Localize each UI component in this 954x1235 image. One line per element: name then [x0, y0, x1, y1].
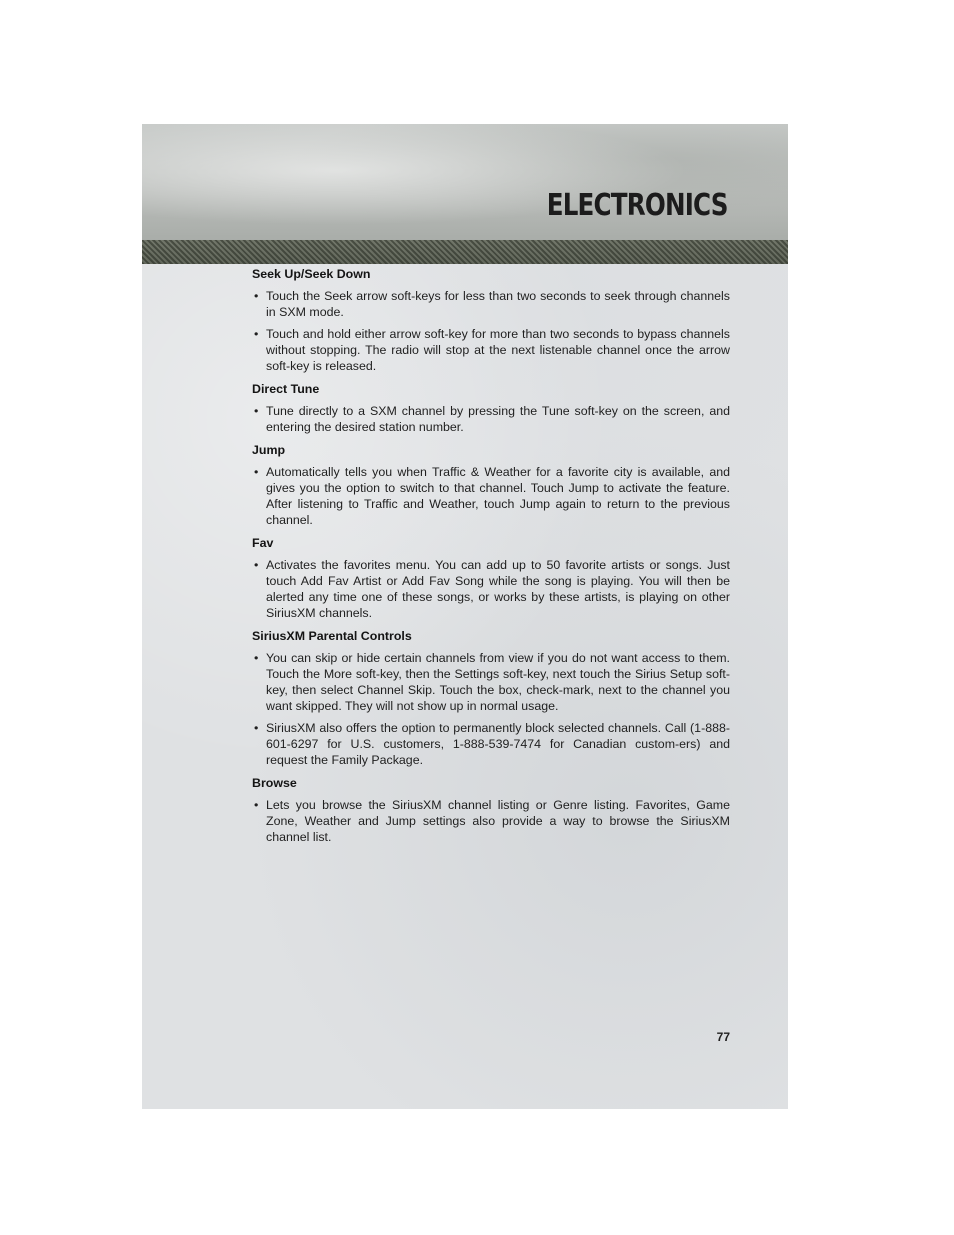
page-content — [252, 266, 730, 852]
list-item — [252, 720, 730, 768]
section-heading-parental-controls: SiriusXM Parental Controls — [252, 629, 412, 643]
bullet-list-jump — [252, 464, 730, 528]
bullet-marker: • — [254, 404, 259, 418]
bullet-text: Tune directly to a SXM channel by pressing the Tune soft-key on the screen, and entering the desired station number. — [266, 404, 730, 434]
list-item — [252, 288, 730, 320]
list-item — [252, 650, 730, 714]
bullet-marker: • — [254, 558, 259, 572]
bullet-text: Touch and hold either arrow soft-key for more than two seconds to bypass channels without stopping. The radio will stop at the next listenable channel once the arrow soft-key is released. — [266, 327, 730, 373]
list-item — [252, 326, 730, 374]
bullet-list-direct-tune — [252, 403, 730, 435]
page-number: 77 — [716, 1030, 730, 1044]
bullet-text: You can skip or hide certain channels from view if you do not want access to them. Touch the More soft-key, then the Settings soft-key, next touch the Sirius Setup soft-key, then select Channel Skip. Touch the box, check-mark, next to the channel you want skipped. They will not show up in normal usage. — [266, 651, 730, 713]
bullet-text: Automatically tells you when Traffic & Weather for a favorite city is available, and gives you the option to switch to that channel. Touch Jump to activate the feature. After listening to Traffic and Weather, touch Jump again to return to the previous channel. — [266, 465, 730, 527]
list-item — [252, 557, 730, 621]
bullet-marker: • — [254, 721, 259, 735]
page-header — [142, 124, 788, 240]
bullet-marker: • — [254, 327, 259, 341]
bullet-marker: • — [254, 465, 259, 479]
section-heading-fav: Fav — [252, 536, 274, 550]
bullet-list-seek — [252, 288, 730, 374]
bullet-text: Lets you browse the SiriusXM channel listing or Genre listing. Favorites, Game Zone, Weather and Jump settings also provide a way to browse the SiriusXM channel list. — [266, 798, 730, 844]
bullet-text: SiriusXM also offers the option to permanently block selected channels. Call (1-888-601-6297 for U.S. customers, 1-888-539-7474 for Canadian custom-ers) and request the Family Package. — [266, 721, 730, 767]
bullet-list-browse — [252, 797, 730, 845]
header-texture-band — [142, 240, 788, 264]
list-item — [252, 464, 730, 528]
bullet-text: Activates the favorites menu. You can add up to 50 favorite artists or songs. Just touch Add Fav Artist or Add Fav Song while the song is playing. You will then be alerted any time one of these songs, or works by these artists, is playing on other SiriusXM channels. — [266, 558, 730, 620]
list-item — [252, 797, 730, 845]
section-heading-jump: Jump — [252, 443, 286, 457]
bullet-marker: • — [254, 289, 259, 303]
list-item — [252, 403, 730, 435]
section-heading-browse: Browse — [252, 776, 297, 790]
page-title: ELECTRONICS — [547, 188, 728, 223]
section-heading-seek: Seek Up/Seek Down — [252, 267, 371, 281]
bullet-text: Touch the Seek arrow soft-keys for less than two seconds to seek through channels in SXM mode. — [266, 289, 730, 319]
bullet-list-fav — [252, 557, 730, 621]
manual-page — [142, 124, 788, 1109]
bullet-marker: • — [254, 798, 259, 812]
bullet-list-parental-controls — [252, 650, 730, 768]
section-heading-direct-tune: Direct Tune — [252, 382, 320, 396]
bullet-marker: • — [254, 651, 259, 665]
